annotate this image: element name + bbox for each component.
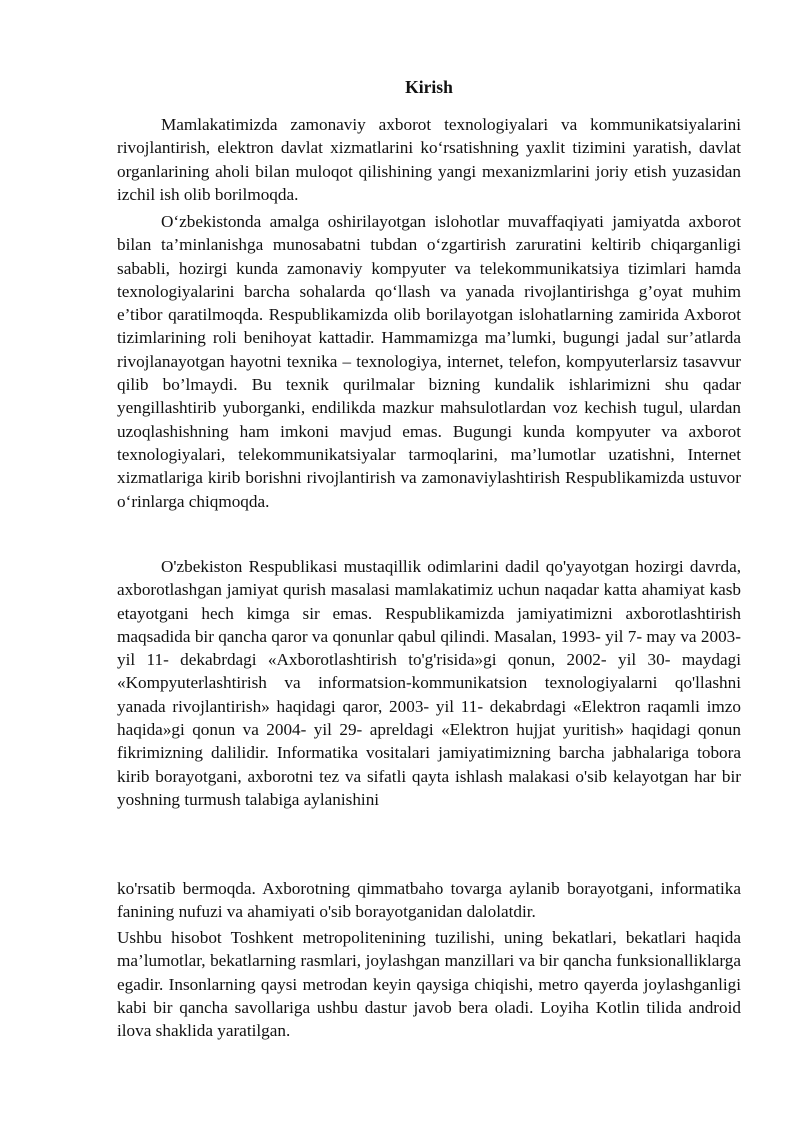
page-title: Kirish — [405, 77, 453, 97]
paragraph-legislation: O'zbekiston Respublikasi mustaqillik odimlarini dadil qo'yayotgan hozirgi davrda, axborotlashgan jamiyat qurish masalasi mamlakatimiz uchun naqadar katta ahamiyat kasb etayotgani hech kimga sir emas. Respublikamizda jamiyatimizni axborotlashtirish maqsadida bir qancha qaror va qonunlar qabul qilindi. Masalan, 1993- yil 7- may va 2003- yil 11- dekabrdagi «Axborotlashtirish to'g'risida»gi qonun, 2002- yil 30- maydagi «Kompyuterlashtirish va informatsion-kommunikatsion texnologiyalarni qo'llashni yanada rivojlantirish» haqidagi qaror, 2003- yil 11- dekabrdagi «Elektron raqamli imzo haqida»gi qonun va 2004- yil 29- apreldagi «Elektron hujjat yuritish» haqidagi qonun fikrimizning dalilidir. Informatika vositalari jamiyatimizning barcha jabhalariga tobora kirib borayotgani, axborotni tez va sifatli qayta ishlash malakasi o'sib kelayotgan har bir yoshning turmush talabiga aylanishini — [117, 557, 741, 809]
paragraph-reforms: O‘zbekistonda amalga oshirilayotgan islohotlar muvaffaqiyati jamiyatda axborot bilan ta’minlanishga munosabatni tubdan o‘zgartirish zaruratini keltirib chiqarganligi sababli, hozirgi kunda zamonaviy kompyuter va telekommunikatsiya tizimlari hamda texnologiyalarini barcha sohalarda qo‘llash va yanada rivojlantirishga g’oyat muhim e’tibor qaratilmoqda. Respublikamizda olib borilayotgan islohatlarning zamirida Axborot tizimlarining roli benihoyat kattadir. Hammamizga ma’lumki, bugungi jadal sur’atlarda rivojlanayotgan hayotni texnika – texnologiya, internet, telefon, kompyuterlarsiz tasavvur qilib bo’lmaydi. Bu texnik qurilmalar bizning kundalik ishlarimizni shu qadar yengillashtirib yuborganki, endilikda mazkur mahsulotlardan voz kechish tugul, ulardan uzoqlashishning ham imkoni mavjud emas. Bugungi kunda kompyuter va axborot texnologiyalari, telekommunikatsiyalar tarmoqlarini, ma’lumotlar uzatishni, Internet xizmatlariga kirib borishni rivojlantirish va zamonaviylashtirish Respublikamizda ustuvor o‘rinlarga chiqmoqda. — [117, 212, 741, 511]
paragraph-report-summary: Ushbu hisobot Toshkent metropolitenining tuzilishi, uning bekatlari, bekatlari haqida ma’lumotlar, bekatlarning rasmlari, joylashgan manzillari va bir qancha funksionalliklarga egadir. Insonlarning qaysi metrodan keyin qaysiga chiqishi, metro qayerda joylashganligi kabi bir qancha savollariga ushbu dastur javob bera oladi. Loyiha Kotlin tilida android ilova shaklida yaratilgan. — [117, 928, 741, 1041]
paragraph-continuation: ko'rsatib bermoqda. Axborotning qimmatbaho tovarga aylanib borayotgani, informatika fanining nufuzi va ahamiyati o'sib borayotganidan dalolatdir. — [117, 879, 741, 922]
paragraph-intro: Mamlakatimizda zamonaviy axborot texnologiyalari va kommunikatsiyalarini rivojlantirish, elektron davlat xizmatlarini ko‘rsatishning yaxlit tizimini yaratish, davlat organlarining aholi bilan muloqot qilishining yangi mexanizmlarini joriy etish yuzasidan izchil ish olib borilmoqda. — [117, 115, 741, 204]
